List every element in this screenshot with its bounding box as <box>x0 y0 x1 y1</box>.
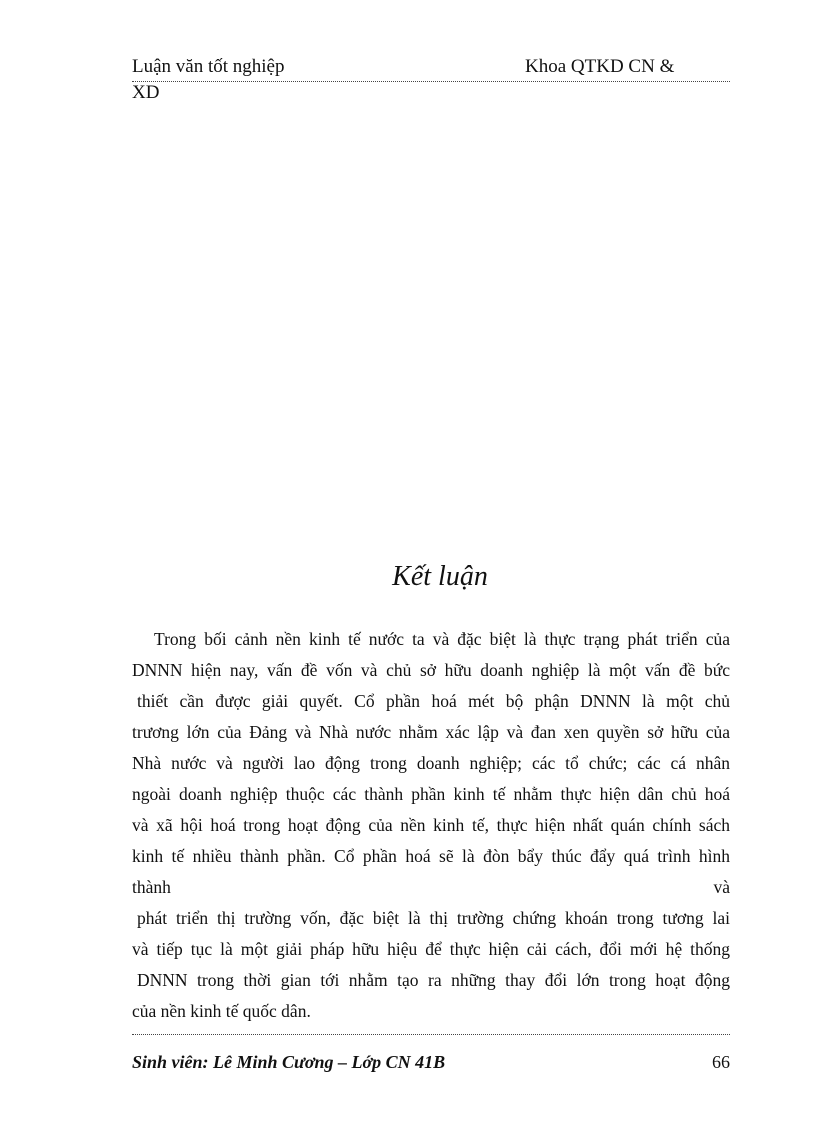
paragraph-line: thiết cần được giải quyết. Cổ phần hoá mét bộ phận DNNN là một chủ <box>137 691 730 711</box>
paragraph-line: phát triển thị trường vốn, đặc biệt là thị trường chứng khoán trong tương lai <box>137 908 730 928</box>
paragraph-line: trương lớn của Đảng và Nhà nước nhằm xác lập và đan xen quyền sở hữu của <box>132 722 730 742</box>
footer-student-info: Sinh viên: Lê Minh Cương – Lớp CN 41B <box>132 1052 446 1072</box>
page-number: 66 <box>712 1052 730 1072</box>
paragraph-line: DNNN trong thời gian tới nhằm tạo ra những thay đổi lớn trong hoạt động <box>137 970 730 990</box>
paragraph-line: và xã hội hoá trong hoạt động của nền kinh tế, thực hiện nhất quán chính sách <box>132 815 730 835</box>
header-right-text: Khoa QTKD CN & <box>525 56 675 77</box>
paragraph-line: DNNN hiện nay, vấn đề vốn và chủ sở hữu doanh nghiệp là một vấn đề bức <box>132 660 730 680</box>
paragraph-line: thành và <box>132 877 730 897</box>
footer-rule <box>132 1034 730 1035</box>
header-left-text: Luận văn tốt nghiệp <box>132 56 285 77</box>
paragraph-line: kinh tế nhiều thành phần. Cổ phần hoá sẽ là đòn bẩy thúc đẩy quá trình hình <box>132 846 730 866</box>
paragraph-line: của nền kinh tế quốc dân. <box>132 1001 311 1021</box>
paragraph-line: Nhà nước và người lao động trong doanh nghiệp; các tổ chức; các cá nhân <box>132 753 730 773</box>
header-rule <box>132 81 730 82</box>
paragraph-line: và tiếp tục là một giải pháp hữu hiệu để thực hiện cải cách, đổi mới hệ thống <box>132 939 730 959</box>
header-wrap-text: XD <box>132 82 160 103</box>
paragraph-line: Trong bối cảnh nền kinh tế nước ta và đặc biệt là thực trạng phát triển của <box>154 629 730 649</box>
paragraph-line: ngoài doanh nghiệp thuộc các thành phần kinh tế nhằm thực hiện dân chủ hoá <box>132 784 730 804</box>
page-title: Kết luận <box>392 561 488 592</box>
